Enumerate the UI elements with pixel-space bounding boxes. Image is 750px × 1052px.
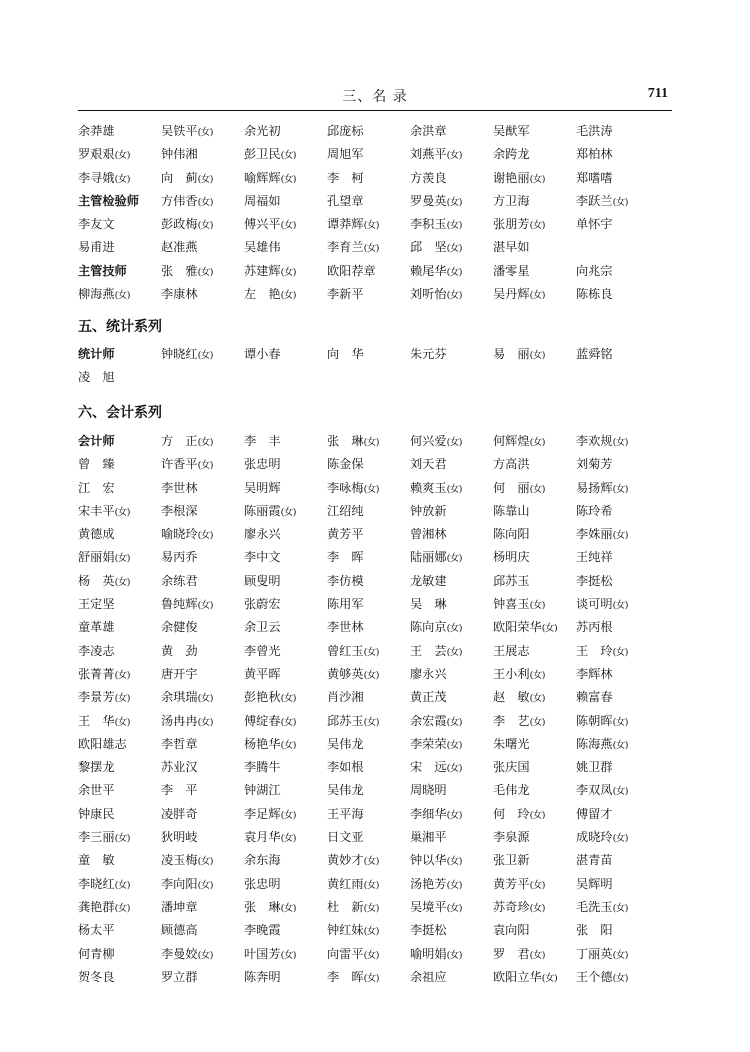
name-cell: 日文亚: [327, 830, 364, 845]
name-cell: 李哲章: [161, 736, 198, 751]
name-cell: 杨艳华(女): [244, 736, 296, 751]
name-cell: 王 华(女): [78, 713, 130, 728]
name-cell: 李腾牛: [244, 760, 281, 775]
name-cell: 余练君: [161, 573, 198, 588]
name-cell: 李晚霞: [244, 923, 281, 938]
name-cell: 顾叟明: [244, 573, 281, 588]
name-cell: 李欢规(女): [576, 434, 628, 448]
name-cell: 李双凤(女): [576, 783, 628, 798]
name-cell: 余卫云: [244, 620, 281, 635]
name-cell: 彭政梅(女): [161, 217, 213, 232]
name-cell: 钟以华(女): [410, 853, 462, 868]
name-cell: 陈丽霞(女): [244, 503, 296, 518]
role-title: 主管技师: [78, 263, 127, 278]
name-cell: 罗立群: [161, 969, 198, 984]
name-cell: 李新平: [327, 287, 364, 302]
table-row: [78, 919, 678, 942]
name-cell: 汤冉冉(女): [161, 713, 213, 728]
name-cell: 余东海: [244, 853, 281, 868]
name-cell: 谭莽辉(女): [327, 217, 379, 232]
name-cell: 陈玲希: [576, 503, 613, 518]
name-cell: 顾德高: [161, 923, 198, 938]
name-cell: 黎摆龙: [78, 760, 115, 775]
name-cell: 吴伟龙: [327, 783, 364, 798]
name-cell: 方 正(女): [161, 434, 213, 448]
name-list-block-3: [78, 430, 678, 989]
name-cell: 黄妙才(女): [327, 853, 379, 868]
name-cell: 李辉林: [576, 666, 613, 681]
name-cell: 易扬辉(女): [576, 480, 628, 495]
name-cell: 李足辉(女): [244, 806, 296, 821]
name-cell: 周福如: [244, 193, 281, 208]
table-row: [78, 523, 678, 546]
name-cell: 杨明庆: [493, 550, 530, 565]
table-row: [78, 343, 678, 366]
name-cell: 余莽雄: [78, 124, 115, 138]
name-cell: 喻辉辉(女): [244, 170, 296, 185]
name-list-block-1: [78, 120, 678, 306]
name-cell: 何 玲(女): [493, 806, 545, 821]
name-cell: 李挺松: [410, 923, 447, 938]
table-row: [78, 593, 678, 616]
table-row: [78, 803, 678, 826]
table-row: [78, 283, 678, 306]
name-cell: 李曾光: [244, 643, 281, 658]
name-cell: 何兴爱(女): [410, 434, 462, 448]
name-cell: 江 宏: [78, 480, 115, 495]
name-cell: 方伟香(女): [161, 193, 213, 208]
name-cell: 张 雅(女): [161, 263, 213, 278]
name-cell: 邱庞标: [327, 124, 364, 138]
table-row: [78, 640, 678, 663]
name-cell: 黄 劲: [161, 643, 198, 658]
name-cell: 周旭军: [327, 147, 364, 162]
name-cell: 潘坤章: [161, 899, 198, 914]
name-cell: 吴丹辉(女): [493, 287, 545, 302]
name-cell: 谭小春: [244, 347, 281, 361]
name-cell: 李康林: [161, 287, 198, 302]
name-cell: 向雷平(女): [327, 946, 379, 961]
name-cell: 欧阳荣华(女): [493, 620, 558, 635]
name-cell: 易丙乔: [161, 550, 198, 565]
name-cell: 余宏霞(女): [410, 713, 462, 728]
name-cell: 廖永兴: [244, 527, 281, 542]
name-cell: 王小利(女): [493, 666, 545, 681]
name-cell: 方羡良: [410, 170, 447, 185]
name-cell: 李育兰(女): [327, 240, 379, 255]
name-cell: 曾湘林: [410, 527, 447, 542]
name-cell: 张庆国: [493, 760, 530, 775]
name-cell: 李仿模: [327, 573, 364, 588]
name-cell: 王个德(女): [576, 969, 628, 984]
name-cell: 邱苏玉(女): [327, 713, 379, 728]
name-cell: 李 晖(女): [327, 969, 379, 984]
name-cell: 陈栋良: [576, 287, 613, 302]
name-cell: 易甫进: [78, 240, 115, 255]
name-cell: 李如根: [327, 760, 364, 775]
name-cell: 欧阳立华(女): [493, 969, 558, 984]
name-cell: 刘菊芳: [576, 457, 613, 472]
name-cell: 何青柳: [78, 946, 115, 961]
name-cell: 蓝舜铭: [576, 347, 613, 361]
name-cell: 李凌志: [78, 643, 115, 658]
name-cell: 张 阳: [576, 923, 613, 938]
name-cell: 吴辉明: [576, 876, 613, 891]
name-cell: 黄正茂: [410, 690, 447, 705]
name-cell: 李 平: [161, 783, 198, 798]
name-cell: 曾 臻: [78, 457, 115, 472]
name-cell: 李寻娥(女): [78, 170, 130, 185]
section-title-accounting: 六、会计系列: [78, 405, 162, 421]
name-cell: 陈金保: [327, 457, 364, 472]
name-cell: 余跨龙: [493, 147, 530, 162]
table-row: [78, 453, 678, 476]
table-row: [78, 756, 678, 779]
name-cell: 钟康民: [78, 806, 115, 821]
name-cell: 龙敏建: [410, 573, 447, 588]
name-cell: 湛早如: [493, 240, 530, 255]
name-cell: 王展志: [493, 643, 530, 658]
table-row: [78, 943, 678, 966]
table-row: [78, 826, 678, 849]
name-cell: 李景芳(女): [78, 690, 130, 705]
name-cell: 张朋芳(女): [493, 217, 545, 232]
table-row: [78, 236, 678, 259]
name-cell: 方高洪: [493, 457, 530, 472]
name-cell: 吴雄伟: [244, 240, 281, 255]
name-cell: 罗 君(女): [493, 946, 545, 961]
table-row: [78, 686, 678, 709]
name-cell: 陈向阳: [493, 527, 530, 542]
name-cell: 邱苏玉: [493, 573, 530, 588]
table-row: [78, 477, 678, 500]
table-row: [78, 896, 678, 919]
name-cell: 李积玉(女): [410, 217, 462, 232]
page-header: [78, 86, 672, 111]
name-cell: 童 敏: [78, 853, 115, 868]
name-cell: 李世林: [161, 480, 198, 495]
table-row: [78, 663, 678, 686]
name-cell: 苏奇珍(女): [493, 899, 545, 914]
name-cell: 孔望章: [327, 193, 364, 208]
name-cell: 李晓红(女): [78, 876, 130, 891]
name-cell: 毛洪涛: [576, 124, 613, 138]
name-cell: 罗艰艰(女): [78, 147, 130, 162]
name-cell: 吴境平(女): [410, 899, 462, 914]
name-cell: 舒丽娟(女): [78, 550, 130, 565]
name-cell: 吴猷军: [493, 124, 530, 138]
name-cell: 李三丽(女): [78, 830, 130, 845]
name-cell: 毛伟龙: [493, 783, 530, 798]
name-cell: 左 艳(女): [244, 287, 296, 302]
name-cell: 黄红雨(女): [327, 876, 379, 891]
name-cell: 李细华(女): [410, 806, 462, 821]
name-cell: 方卫海: [493, 193, 530, 208]
name-cell: 童革雄: [78, 620, 115, 635]
name-cell: 郑嗜嗜: [576, 170, 613, 185]
name-cell: 余琪瑞(女): [161, 690, 213, 705]
name-cell: 张 琳(女): [244, 899, 296, 914]
table-row: [78, 570, 678, 593]
name-cell: 邱 坚(女): [410, 240, 462, 255]
table-row: [78, 873, 678, 896]
name-cell: 李根深: [161, 503, 198, 518]
name-cell: 赖富春: [576, 690, 613, 705]
name-cell: 向 华: [327, 347, 364, 361]
name-cell: 向兆宗: [576, 263, 613, 278]
table-row: [78, 710, 678, 733]
name-cell: 刘燕平(女): [410, 147, 462, 162]
table-row: [78, 213, 678, 236]
name-cell: 李姝丽(女): [576, 527, 628, 542]
name-cell: 许香平(女): [161, 457, 213, 472]
name-cell: 宋 远(女): [410, 760, 462, 775]
name-cell: 谈可明(女): [576, 597, 628, 612]
name-cell: 傅留才: [576, 806, 613, 821]
name-cell: 欧阳雄志: [78, 736, 127, 751]
name-cell: 姚卫群: [576, 760, 613, 775]
name-cell: 傅兴平(女): [244, 217, 296, 232]
table-row: [78, 546, 678, 569]
name-cell: 肖沙湘: [327, 690, 364, 705]
table-row: [78, 733, 678, 756]
table-row: [78, 966, 678, 989]
table-row: [78, 366, 678, 389]
name-cell: 黄够英(女): [327, 666, 379, 681]
name-cell: 钟放新: [410, 503, 447, 518]
table-row: [78, 143, 678, 166]
name-cell: 李跃兰(女): [576, 193, 628, 208]
name-cell: 巢湘平: [410, 830, 447, 845]
name-cell: 彭艳秋(女): [244, 690, 296, 705]
name-cell: 陈朝晖(女): [576, 713, 628, 728]
name-list-block-2: [78, 343, 678, 390]
name-cell: 余祖应: [410, 969, 447, 984]
name-cell: 丁丽英(女): [576, 946, 628, 961]
table-row: [78, 190, 678, 213]
name-cell: 赖爽玉(女): [410, 480, 462, 495]
name-cell: 凌玉梅(女): [161, 853, 213, 868]
name-cell: 黄芳平: [327, 527, 364, 542]
table-row: [78, 260, 678, 283]
name-cell: 周晓明: [410, 783, 447, 798]
name-cell: 苏业汉: [161, 760, 198, 775]
name-cell: 王 芸(女): [410, 643, 462, 658]
name-cell: 叶国芳(女): [244, 946, 296, 961]
name-cell: 陈靠山: [493, 503, 530, 518]
name-cell: 杜 新(女): [327, 899, 379, 914]
name-cell: 毛洗玉(女): [576, 899, 628, 914]
role-title: 统计师: [78, 347, 115, 361]
name-cell: 钟湖江: [244, 783, 281, 798]
table-row: [78, 849, 678, 872]
name-cell: 赵准燕: [161, 240, 198, 255]
header-title: 三、名 录: [342, 89, 408, 105]
name-cell: 余世平: [78, 783, 115, 798]
name-cell: 赖尾华(女): [410, 263, 462, 278]
name-cell: 朱曙光: [493, 736, 530, 751]
name-cell: 李 柯: [327, 170, 364, 185]
name-cell: 苏建辉(女): [244, 263, 296, 278]
name-cell: 欧阳荐章: [327, 263, 376, 278]
name-cell: 陈向京(女): [410, 620, 462, 635]
page-number: 711: [647, 86, 668, 101]
name-cell: 刘天君: [410, 457, 447, 472]
name-cell: 苏丙根: [576, 620, 613, 635]
name-cell: 吴铁平(女): [161, 124, 213, 138]
name-cell: 郑柏林: [576, 147, 613, 162]
name-cell: 陈海燕(女): [576, 736, 628, 751]
name-cell: 钟晓红(女): [161, 347, 213, 361]
name-cell: 张蔚宏: [244, 597, 281, 612]
name-cell: 黄德成: [78, 527, 115, 542]
name-cell: 谢艳丽(女): [493, 170, 545, 185]
name-cell: 单怀宇: [576, 217, 613, 232]
name-cell: 龚艳群(女): [78, 899, 130, 914]
name-cell: 江绍纯: [327, 503, 364, 518]
name-cell: 王 玲(女): [576, 643, 628, 658]
name-cell: 李友文: [78, 217, 115, 232]
name-cell: 张菁菁(女): [78, 666, 130, 681]
name-cell: 何 丽(女): [493, 480, 545, 495]
name-cell: 钟伟湘: [161, 147, 198, 162]
name-cell: 赵 敏(女): [493, 690, 545, 705]
name-cell: 李泉源: [493, 830, 530, 845]
table-row: [78, 779, 678, 802]
name-cell: 傅绽春(女): [244, 713, 296, 728]
name-cell: 喻明娟(女): [410, 946, 462, 961]
name-cell: 王平海: [327, 806, 364, 821]
name-cell: 宋丰平(女): [78, 503, 130, 518]
name-cell: 李中文: [244, 550, 281, 565]
section-title-statistics: 五、统计系列: [78, 319, 162, 335]
name-cell: 潘零星: [493, 263, 530, 278]
name-cell: 贺冬良: [78, 969, 115, 984]
name-cell: 李挺松: [576, 573, 613, 588]
name-cell: 鲁纯辉(女): [161, 597, 213, 612]
name-cell: 王纯祥: [576, 550, 613, 565]
name-cell: 李 丰: [244, 434, 281, 448]
name-cell: 唐开宇: [161, 666, 198, 681]
name-cell: 张忠明: [244, 876, 281, 891]
name-cell: 袁月华(女): [244, 830, 296, 845]
name-cell: 湛青苗: [576, 853, 613, 868]
name-cell: 李 晖: [327, 550, 364, 565]
role-title: 会计师: [78, 434, 115, 448]
name-cell: 黄芳平(女): [493, 876, 545, 891]
name-cell: 黄平晖: [244, 666, 281, 681]
name-cell: 钟红妹(女): [327, 923, 379, 938]
name-cell: 朱元芬: [410, 347, 447, 361]
name-cell: 吴伟龙: [327, 736, 364, 751]
name-cell: 向 蓟(女): [161, 170, 213, 185]
name-cell: 成晓玲(女): [576, 830, 628, 845]
name-cell: 李向阳(女): [161, 876, 213, 891]
name-cell: 廖永兴: [410, 666, 447, 681]
name-cell: 曾红玉(女): [327, 643, 379, 658]
name-cell: 余光初: [244, 124, 281, 138]
name-cell: 张卫新: [493, 853, 530, 868]
name-cell: 钟喜玉(女): [493, 597, 545, 612]
name-cell: 喻晓玲(女): [161, 527, 213, 542]
name-cell: 吴明辉: [244, 480, 281, 495]
table-row: [78, 430, 678, 453]
name-cell: 刘听怡(女): [410, 287, 462, 302]
name-cell: 凌 旭: [78, 370, 115, 385]
name-cell: 杨太平: [78, 923, 115, 938]
table-row: [78, 167, 678, 190]
table-row: [78, 500, 678, 523]
name-cell: 余健俊: [161, 620, 198, 635]
role-title: 主管检验师: [78, 193, 139, 208]
name-cell: 李 艺(女): [493, 713, 545, 728]
name-cell: 罗曼英(女): [410, 193, 462, 208]
name-cell: 袁向阳: [493, 923, 530, 938]
table-row: [78, 616, 678, 639]
name-cell: 王定坚: [78, 597, 115, 612]
name-cell: 彭卫民(女): [244, 147, 296, 162]
name-cell: 陈用军: [327, 597, 364, 612]
name-cell: 李世林: [327, 620, 364, 635]
name-cell: 易 丽(女): [493, 347, 545, 361]
name-cell: 柳海燕(女): [78, 287, 130, 302]
name-cell: 凌胖奇: [161, 806, 198, 821]
name-cell: 余洪章: [410, 124, 447, 138]
name-cell: 何辉煌(女): [493, 434, 545, 448]
name-cell: 汤艳芳(女): [410, 876, 462, 891]
name-cell: 张忠明: [244, 457, 281, 472]
name-cell: 张 琳(女): [327, 434, 379, 448]
name-cell: 李咏梅(女): [327, 480, 379, 495]
table-row: [78, 120, 678, 143]
name-cell: 陆丽娜(女): [410, 550, 462, 565]
name-cell: 陈奔明: [244, 969, 281, 984]
name-cell: 李曼姣(女): [161, 946, 213, 961]
name-cell: 狄明岐: [161, 830, 198, 845]
name-cell: 吴 琳: [410, 597, 447, 612]
name-cell: 杨 英(女): [78, 573, 130, 588]
name-cell: 李荣荣(女): [410, 736, 462, 751]
